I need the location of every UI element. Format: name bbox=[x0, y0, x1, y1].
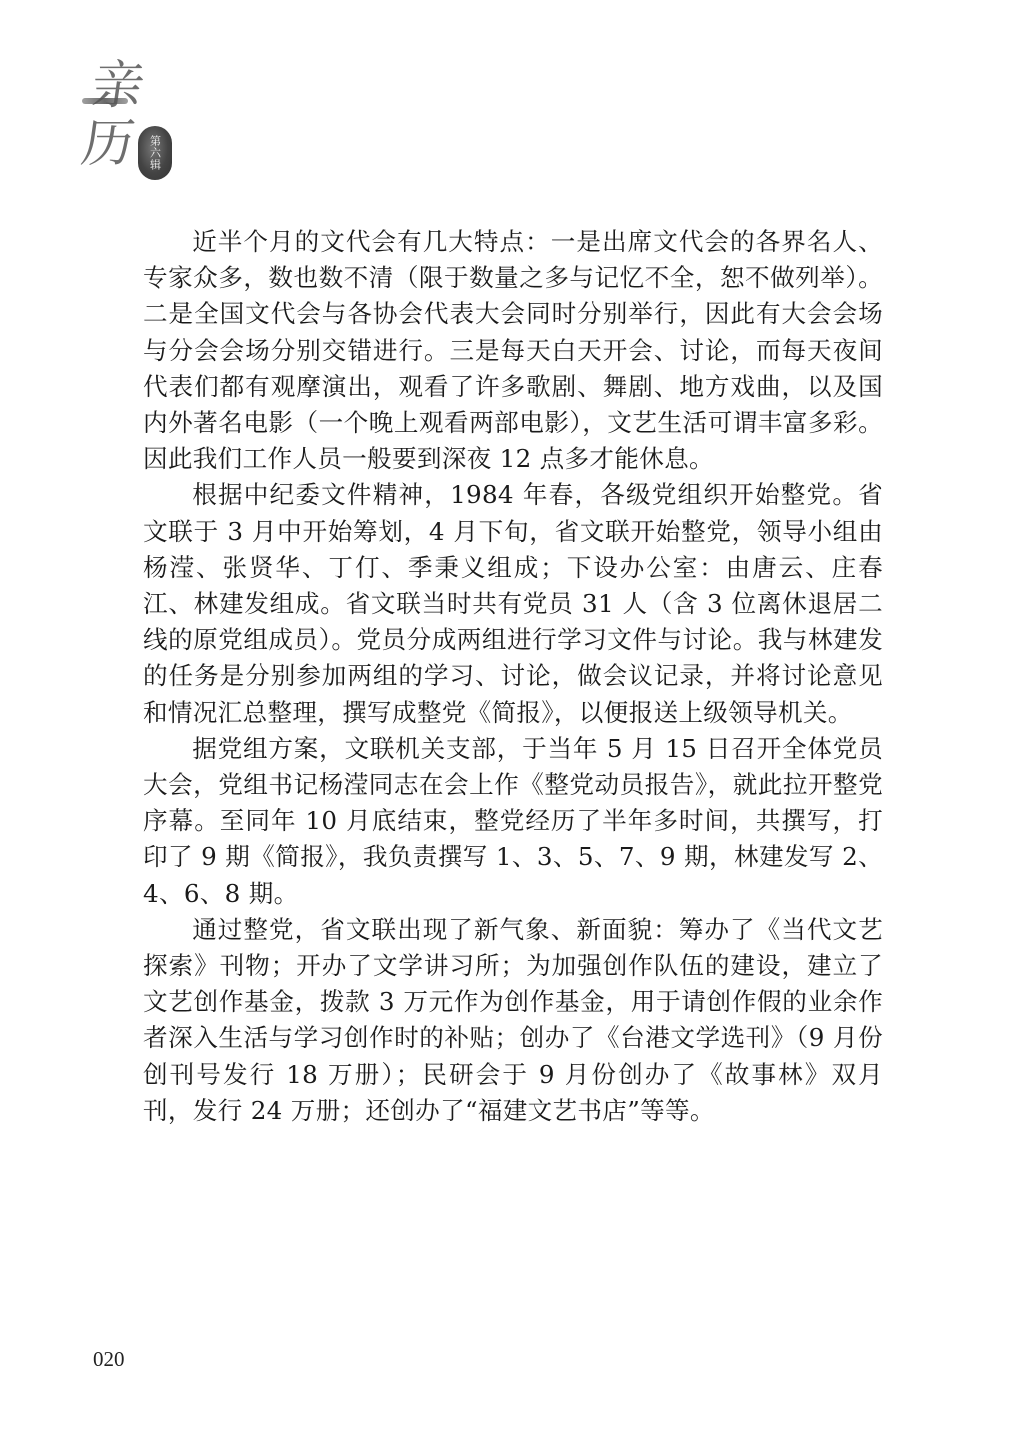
paragraph-2: 根据中纪委文件精神，1984 年春，各级党组织开始整党。省文联于 3 月中开始筹划，4 月下旬，省文联开始整党，领导小组由杨滢、张贤华、丁仃、季秉义组成；下设办公室：由唐云、庄春江、林建发组成。省文联当时共有党员 31 人（含 3 位离休退居二线的原党组成员）。党员分成两组进行学习文件与讨论。我与林建发的任务是分别参加两组的学习、讨论，做会议记录，并将讨论意见和情况汇总整理，撰写成整党《简报》，以便报送上级领导机关。 bbox=[143, 480, 883, 727]
paragraph-4: 通过整党，省文联出现了新气象、新面貌：筹办了《当代文艺探索》刊物；开办了文学讲习所；为加强创作队伍的建设，建立了文艺创作基金，拨款 3 万元作为创作基金，用于请创作假的业余作者深入生活与学习创作时的补贴；创办了《台港文学选刊》（9 月份创刊号发行 18 万册）；民研会于 9 月份创办了《故事林》双月刊，发行 24 万册；还创办了“福建文艺书店”等等。 bbox=[143, 914, 883, 1125]
page-number: 020 bbox=[93, 1347, 125, 1371]
paragraph-3: 据党组方案，文联机关支部，于当年 5 月 15 日召开全体党员大会，党组书记杨滢同志在会上作《整党动员报告》，就此拉开整党序幕。至同年 10 月底结束，整党经历了半年多时间，共撰写，打印了 9 期《简报》，我负责撰写 1、3、5、7、9 期，林建发写 2、4、6、8 期。 bbox=[143, 733, 883, 908]
article-body bbox=[143, 224, 883, 1129]
logo-seal: 第六辑 bbox=[138, 126, 172, 180]
paragraph-1: 近半个月的文代会有几大特点：一是出席文代会的各界名人、专家众多，数也数不清（限于数量之多与记忆不全，恕不做列举）。二是全国文代会与各协会代表大会同时分别举行，因此有大会会场与分会会场分别交错进行。三是每天白天开会、讨论，而每天夜间代表们都有观摩演出，观看了许多歌剧、舞剧、地方戏曲，以及国内外著名电影（一个晚上观看两部电影），文艺生活可谓丰富多彩。因此我们工作人员一般要到深夜 12 点多才能休息。 bbox=[143, 227, 883, 474]
logo-glyph-li: 历 bbox=[77, 114, 139, 174]
logo-glyph-qin: 亲 bbox=[87, 56, 149, 116]
book-series-logo bbox=[77, 56, 172, 185]
